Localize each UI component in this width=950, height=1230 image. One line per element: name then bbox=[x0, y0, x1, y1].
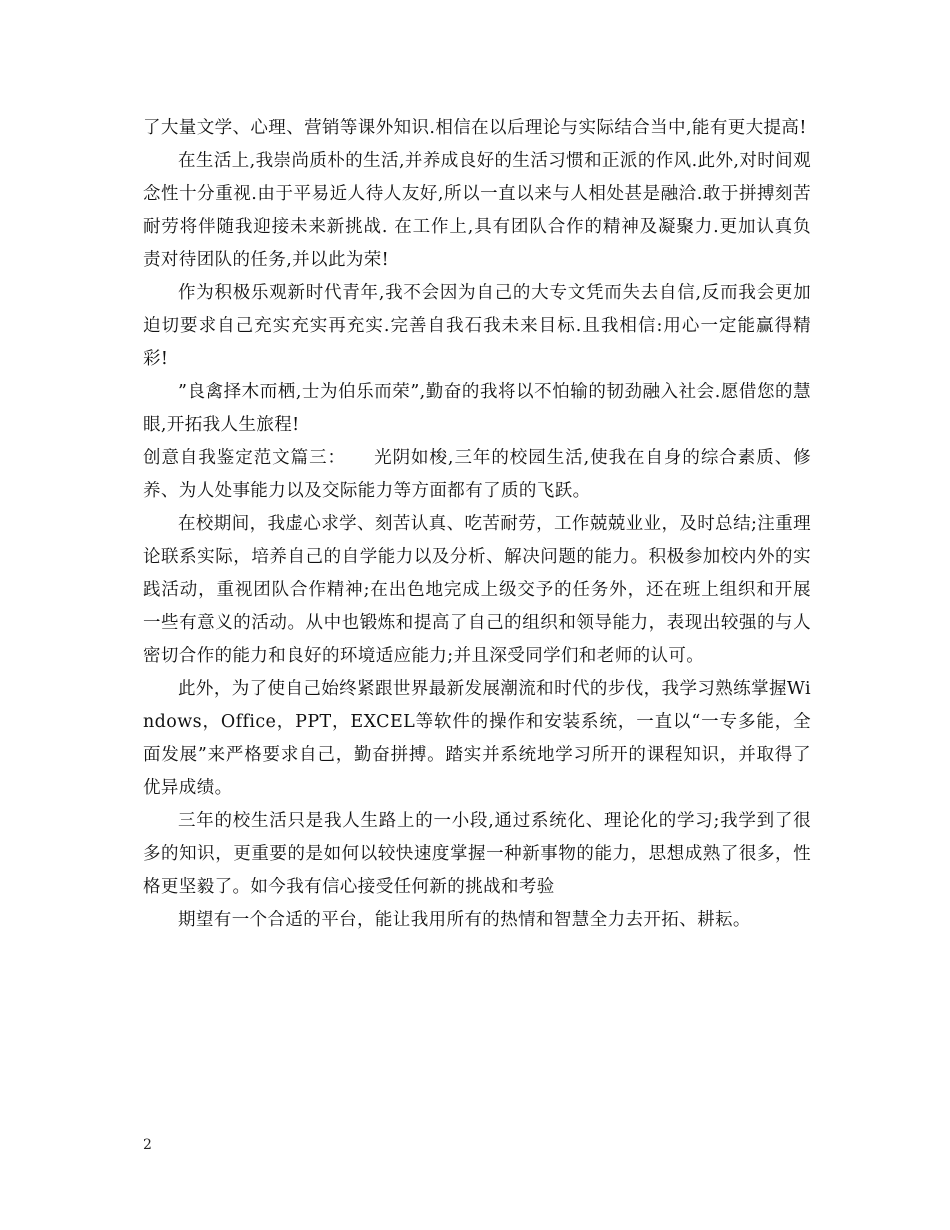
paragraph-7: 此外，为了使自己始终紧跟世界最新发展潮流和时代的步伐，我学习熟练掌握Windows，Office，PPT，EXCEL等软件的操作和安装系统，一直以“一专多能，全面发展”来严格要求自己，勤奋拼搏。踏实并系统地学习所开的课程知识，并取得了优异成绩。 bbox=[143, 679, 811, 798]
paragraph-3: 作为积极乐观新时代青年,我不会因为自己的大专文凭而失去自信,反而我会更加迫切要求自己充实充实再充实.完善自我石我未来目标.且我相信:用心一定能赢得精彩! bbox=[143, 283, 811, 369]
paragraph-6: 在校期间，我虚心求学、刻苦认真、吃苦耐劳，工作兢兢业业，及时总结;注重理论联系实际，培养自己的自学能力以及分析、解决问题的能力。积极参加校内外的实践活动，重视团队合作精神;在出色地完成上级交予的任务外，还在班上组织和开展一些有意义的活动。从中也锻炼和提高了自己的组织和领导能力，表现出较强的与人密切合作的能力和良好的环境适应能力;并且深受同学们和老师的认可。 bbox=[143, 514, 811, 666]
paragraph-1: 了大量文学、心理、营销等课外知识.相信在以后理论与实际结合当中,能有更大提高! bbox=[143, 118, 807, 138]
paragraph-8: 三年的校生活只是我人生路上的一小段,通过系统化、理论化的学习;我学到了很多的知识，更重要的是如何以较快速度掌握一种新事物的能力，思想成熟了很多，性格更坚毅了。如今我有信心接受任何新的挑战和考验 bbox=[143, 811, 811, 897]
paragraph-9: 期望有一个合适的平台，能让我用所有的热情和智慧全力去开拓、耕耘。 bbox=[178, 910, 751, 930]
paragraph-5-section-heading: 创意自我鉴定范文篇三： 光阴如梭,三年的校园生活,使我在自身的综合素质、修养、为人处事能力以及交际能力等方面都有了质的飞跃。 bbox=[143, 448, 811, 501]
document-body bbox=[143, 112, 811, 937]
paragraph-4: ”良禽择木而栖,士为伯乐而荣”,勤奋的我将以不怕输的韧劲融入社会.愿借您的慧眼,开拓我人生旅程! bbox=[143, 382, 811, 435]
page-number: 2 bbox=[143, 1137, 152, 1153]
paragraph-2: 在生活上,我崇尚质朴的生活,并养成良好的生活习惯和正派的作风.此外,对时间观念性十分重视.由于平易近人待人友好,所以一直以来与人相处甚是融洽.敢于拼搏刻苦耐劳将伴随我迎接未来新挑战. 在工作上,具有团队合作的精神及凝聚力.更加认真负责对待团队的任务,并以此为荣! bbox=[143, 151, 811, 270]
